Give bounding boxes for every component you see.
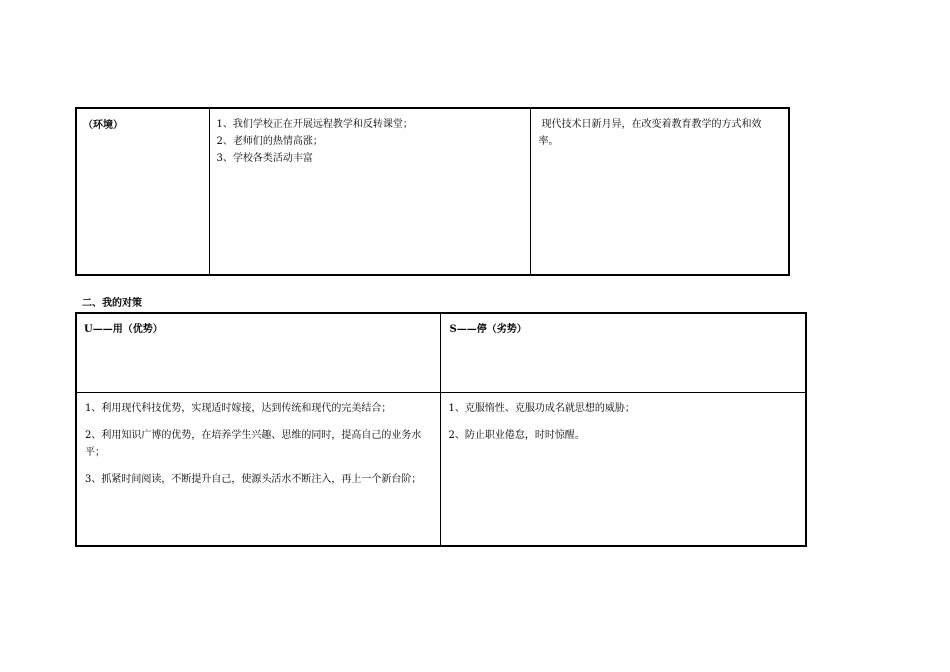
environment-table [75,107,790,276]
stop-items-cell [440,393,806,546]
use-item: 2、利用知识广博的优势，在培养学生兴趣、思维的同时，提高自己的业务水平； [85,430,422,459]
opportunity-item: 1、我们学校正在开展远程教学和反转课堂； [216,119,413,130]
use-header: U——用（优势） [84,324,163,335]
opportunity-item: 2、老师们的热情高涨； [216,136,323,147]
stop-header: S——停（劣势） [449,324,527,335]
opportunities-cell [209,108,530,275]
section-title: 二、我的对策 [82,298,142,309]
environment-label-cell [76,108,209,275]
stop-header-cell [440,313,806,393]
use-items-cell [76,393,440,546]
use-item: 1、利用现代科技优势，实现适时嫁接，达到传统和现代的完美结合； [85,403,392,415]
strategy-table [75,312,807,547]
environment-label: （环境） [83,120,123,131]
threats-text: 现代技术日新月异，在改变着教育教学的方式和效率。 [538,119,762,147]
use-item: 3、抓紧时间阅读，不断提升自己，使源头活水不断注入，再上一个新台阶； [85,474,422,486]
stop-item: 1、克服惰性、克服功成名就思想的威胁； [448,403,635,415]
threats-cell [530,108,789,275]
use-header-cell [76,313,440,393]
stop-item: 2、防止职业倦怠，时时惊醒。 [448,430,585,442]
opportunity-item: 3、学校各类活动丰富 [216,153,313,164]
